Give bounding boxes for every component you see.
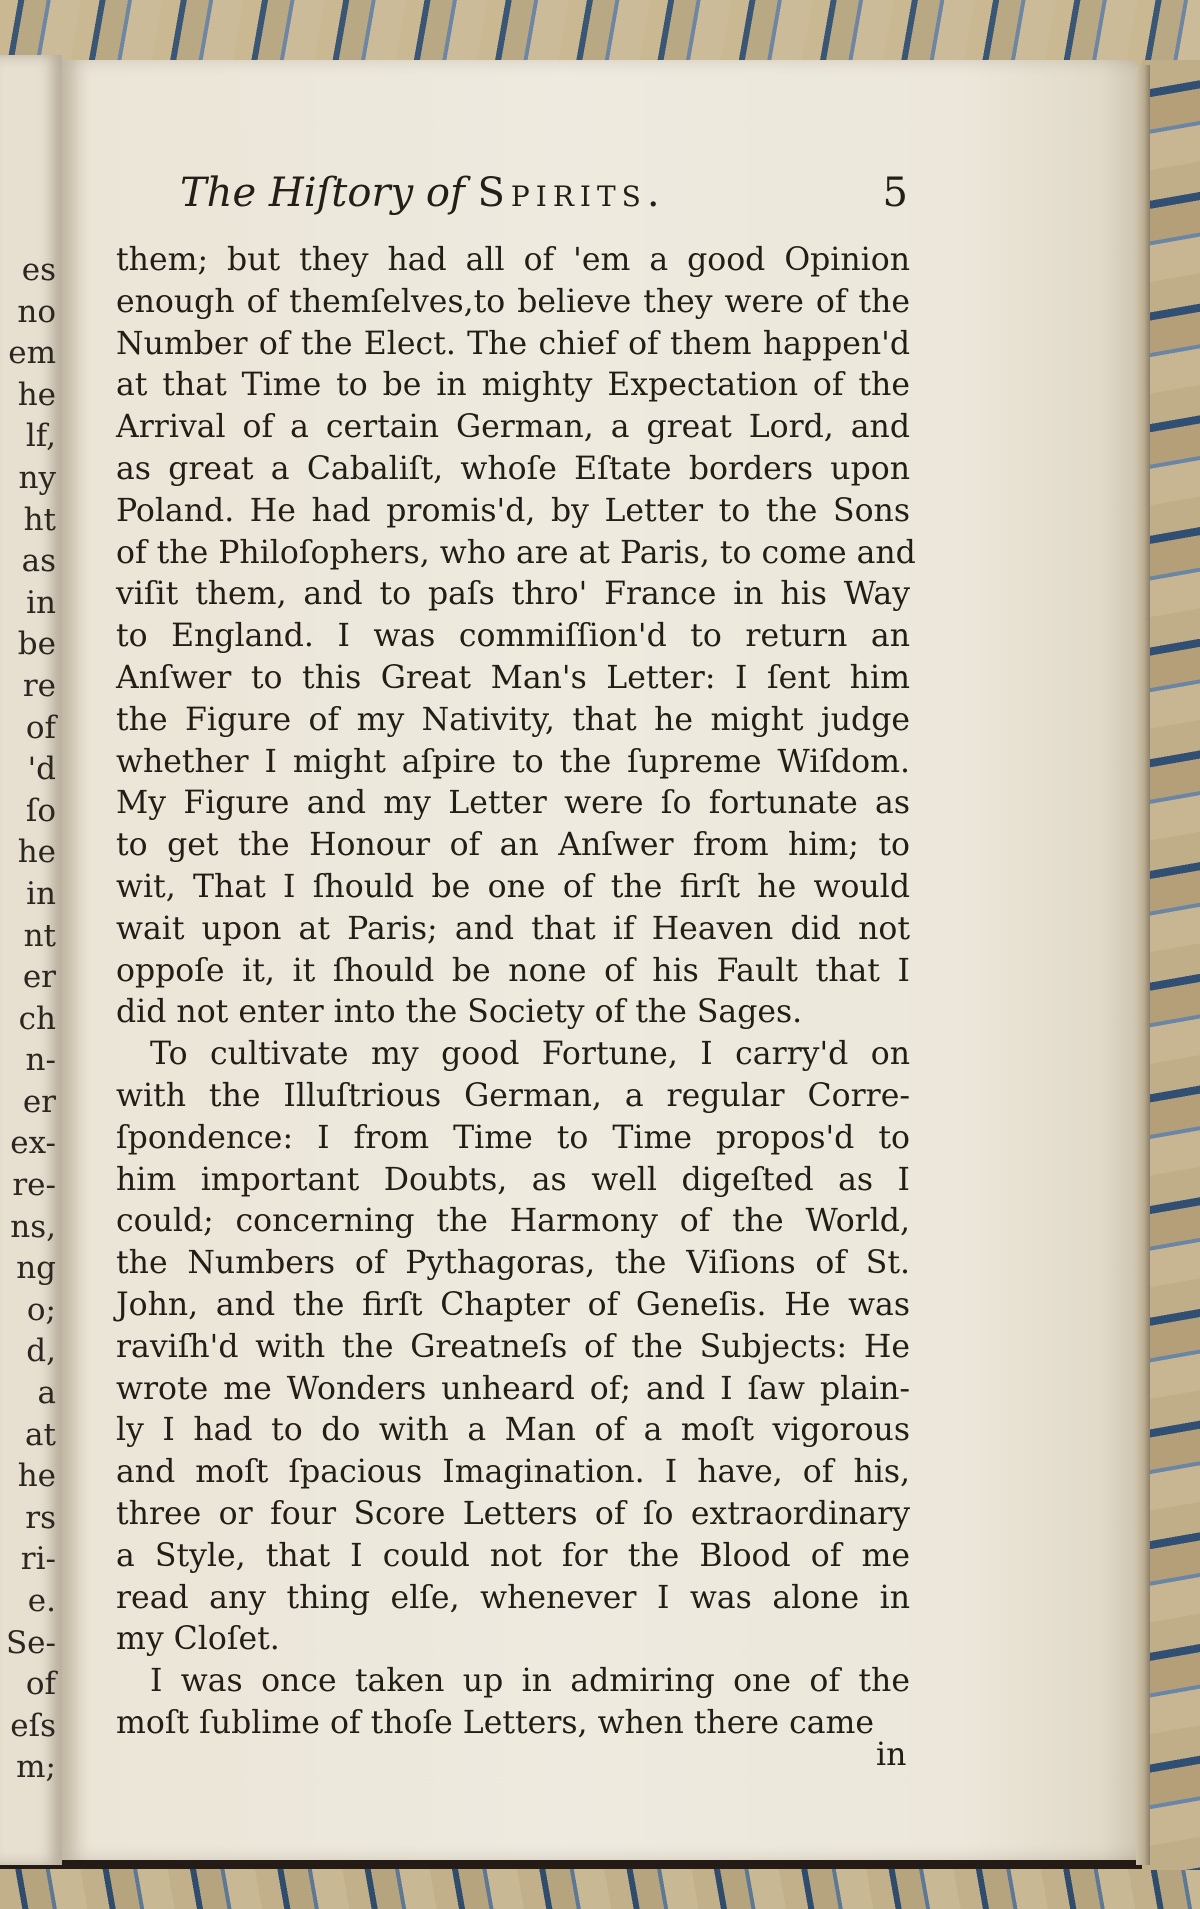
previous-page-line: d, (26, 1333, 56, 1370)
previous-page-line: of (25, 1666, 56, 1703)
previous-page-line: o; (26, 1291, 56, 1328)
text-line: raviſh'd with the Greatneſs of the Subjects: He (116, 1328, 910, 1365)
page-edge-stack (1136, 65, 1150, 1865)
text-line: at that Time to be in mighty Expectation of the (116, 367, 910, 404)
previous-page-line: ſo (25, 792, 56, 829)
previous-page-line: lf, (25, 418, 56, 455)
text-line: John, and the firſt Chapter of Geneſis. He was (116, 1286, 910, 1323)
previous-page-line: of (25, 709, 56, 746)
marbled-edge-bottom (0, 1869, 1200, 1909)
text-line: three or four Score Letters of ſo extraordinary (116, 1495, 910, 1532)
text-line: did not enter into the Society of the Sages. (116, 994, 803, 1031)
previous-page-line: ns, (10, 1208, 56, 1245)
text-line: to get the Honour of an Anſwer from him; to (116, 827, 910, 864)
previous-page-line: 'd (27, 751, 56, 788)
text-line: to England. I was commiſſion'd to return an (116, 618, 910, 655)
text-line: Number of the Elect. The chief of them happen'd (116, 325, 910, 362)
previous-page-line: n- (25, 1042, 56, 1079)
text-line: the Figure of my Nativity, that he might judge (116, 701, 910, 738)
previous-page-line: er (22, 1083, 56, 1120)
text-line: I was once taken up in admiring one of the (150, 1663, 910, 1700)
marbled-edge-right (1142, 60, 1200, 1870)
previous-page-line: m; (16, 1749, 56, 1786)
previous-page-line: re- (12, 1167, 56, 1204)
previous-page-line: no (17, 293, 56, 330)
previous-page-line: e. (27, 1583, 56, 1619)
previous-page-line: er (22, 959, 56, 996)
text-line: of the Philoſophers, who are at Paris, to come and (116, 534, 916, 571)
previous-page-line: a (37, 1375, 56, 1412)
previous-page-line: ch (18, 1000, 56, 1037)
text-line: ly I had to do with a Man of a moſt vigorous (116, 1412, 910, 1449)
previous-page-text (0, 55, 62, 1789)
text-line: with the Illuſtrious German, a regular Corre- (116, 1077, 910, 1114)
page-body-text (116, 240, 916, 1745)
text-line: Poland. He had promis'd, by Letter to the Sons (116, 492, 910, 529)
previous-page-line: ht (23, 501, 56, 538)
text-line: him important Doubts, as well digeſted as I (116, 1161, 910, 1198)
text-line: the Numbers of Pythagoras, the Viſions of St. (116, 1245, 910, 1282)
previous-page-line: nt (23, 917, 56, 954)
page-number: 5 (882, 170, 908, 216)
text-line: ſpondence: I from Time to Time propos'd to (116, 1119, 910, 1156)
text-line: wit, That I ſhould be one of the firſt he would (116, 868, 910, 905)
previous-page-line: es (21, 252, 56, 288)
text-line: and moſt ſpacious Imagination. I have, of his, (116, 1454, 910, 1491)
previous-page-line: he (17, 1458, 56, 1495)
text-line: as great a Cabaliſt, whoſe Eſtate borders upon (116, 450, 910, 487)
text-line: To cultivate my good Fortune, I carry'd on (150, 1036, 910, 1073)
text-line: Anſwer to this Great Man's Letter: I ſent him (116, 659, 910, 696)
previous-page-line: ny (18, 459, 56, 496)
previous-page-line: rs (25, 1499, 56, 1536)
text-line: oppoſe it, it ſhould be none of his Fault that I (116, 952, 910, 989)
previous-page-line: ex- (10, 1125, 56, 1162)
running-title-caps: Spirits. (477, 170, 666, 216)
previous-page-margin (0, 55, 62, 1865)
previous-page-line: ri- (20, 1541, 56, 1578)
text-line: Arrival of a certain German, a great Lord, and (116, 409, 910, 446)
text-line: wait upon at Paris; and that if Heaven did not (116, 910, 910, 947)
previous-page-line: he (17, 376, 56, 413)
previous-page-line: be (17, 626, 56, 663)
running-header (180, 170, 908, 230)
previous-page-line: he (17, 834, 56, 871)
previous-page-line: at (25, 1416, 56, 1453)
running-title: The Hiſtory of (180, 170, 465, 216)
text-line: moſt ſublime of thoſe Letters, when there came (116, 1704, 874, 1741)
text-line: wrote me Wonders unheard of; and I ſaw plain- (116, 1370, 910, 1407)
previous-page-line: re (22, 667, 56, 704)
text-line: a Style, that I could not for the Blood of me (116, 1537, 910, 1574)
previous-page-line: eſs (10, 1707, 56, 1744)
previous-page-line: em (8, 335, 56, 372)
previous-page-line: ng (16, 1250, 56, 1287)
text-line: them; but they had all of 'em a good Opinion (116, 242, 910, 278)
text-line: My Figure and my Letter were ſo fortunate as (116, 785, 910, 822)
text-line: read any thing elſe, whenever I was alone in (116, 1579, 910, 1616)
text-line: viſit them, and to paſs thro' France in his Way (116, 576, 910, 613)
previous-page-line: in (26, 875, 56, 912)
text-line: could; concerning the Harmony of the World, (116, 1203, 910, 1240)
previous-page-line: Se- (5, 1624, 56, 1661)
text-line: enough of themſelves,to believe they were of the (116, 283, 910, 320)
previous-page-line: in (26, 584, 56, 621)
text-line: whether I might aſpire to the ſupreme Wiſdom. (116, 743, 910, 780)
text-line: my Cloſet. (116, 1621, 280, 1658)
catchword: in (876, 1737, 907, 1773)
previous-page-line: as (21, 543, 56, 580)
